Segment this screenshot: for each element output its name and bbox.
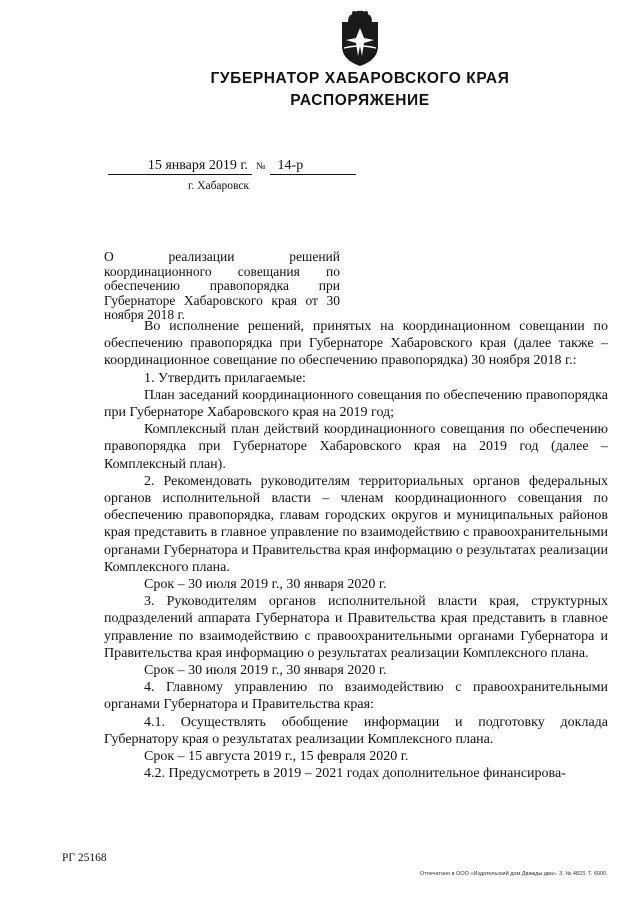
document-date: 15 января 2019 г.	[108, 158, 252, 175]
printer-imprint: Отпечатано в ООО «Издательский дом Дважды два». З. № 4823. Т. 6000.	[420, 871, 608, 877]
date-number-line	[108, 158, 356, 175]
paragraph: 4.1. Осуществлять обобщение информации и подготовку доклада Губернатору края о результатах реализации Комплексного плана.	[104, 714, 608, 747]
document-code: РГ 25168	[62, 852, 107, 864]
document-type-title: РАСПОРЯЖЕНИЕ	[290, 92, 430, 109]
paragraph: Срок – 15 августа 2019 г., 15 февраля 2020 г.	[144, 749, 409, 765]
paragraph: Срок – 30 июля 2019 г., 30 января 2020 г.	[144, 577, 387, 593]
paragraph: 4. Главному управлению по взаимодействию с правоохранительными органами Губернатора и Правительства края:	[104, 680, 608, 713]
paragraph: Во исполнение решений, принятых на координационном совещании по обеспечению правопорядка при Губернаторе Хабаровского края (далее также – координационное совещание по обеспечению правопорядка) 30 ноября 2018 г.:	[104, 319, 608, 369]
document-subject: О реализации решений координационного совещания по обеспечению правопорядка при Губернаторе Хабаровского края от 30 ноября 2018 г.	[104, 249, 340, 322]
document-number: 14-р	[270, 158, 356, 175]
city-label: г. Хабаровск	[188, 180, 250, 192]
paragraph: Срок – 30 июля 2019 г., 30 января 2020 г.	[144, 663, 387, 679]
paragraph: 2. Рекомендовать руководителям территориальных органов федеральных органов исполнительной власти – членам координационного совещания по обеспечению правопорядка, главам городских округов и муниципальных районов края представить в главное управление по взаимодействию с правоохранительными органами Губернатора и Правительства края информацию о результатах реализации Комплексного плана.	[104, 473, 608, 575]
paragraph: План заседаний координационного совещания по обеспечению правопорядка при Губернаторе Хабаровского края на 2019 год;	[104, 387, 608, 421]
paragraph: 1. Утвердить прилагаемые:	[144, 370, 306, 386]
governor-title: ГУБЕРНАТОР ХАБАРОВСКОГО КРАЯ	[210, 70, 510, 87]
paragraph: 3. Руководителям органов исполнительной власти края, структурных подразделений аппарата Губернатора и Правительства края представить в главное управление по взаимодействию с правоохранительными органами Губернатора и Правительства края информацию о результатах реализации Комплексного плана.	[104, 594, 608, 661]
paragraph: Комплексный план действий координационного совещания по обеспечению правопорядка при Губернаторе Хабаровского края на 2019 год (далее – Комплексный план).	[104, 422, 608, 472]
document-body	[104, 318, 608, 782]
paragraph: 4.2. Предусмотреть в 2019 – 2021 годах дополнительное финансирова-	[144, 766, 566, 782]
coat-of-arms-icon	[334, 8, 386, 68]
number-label: №	[256, 161, 266, 172]
